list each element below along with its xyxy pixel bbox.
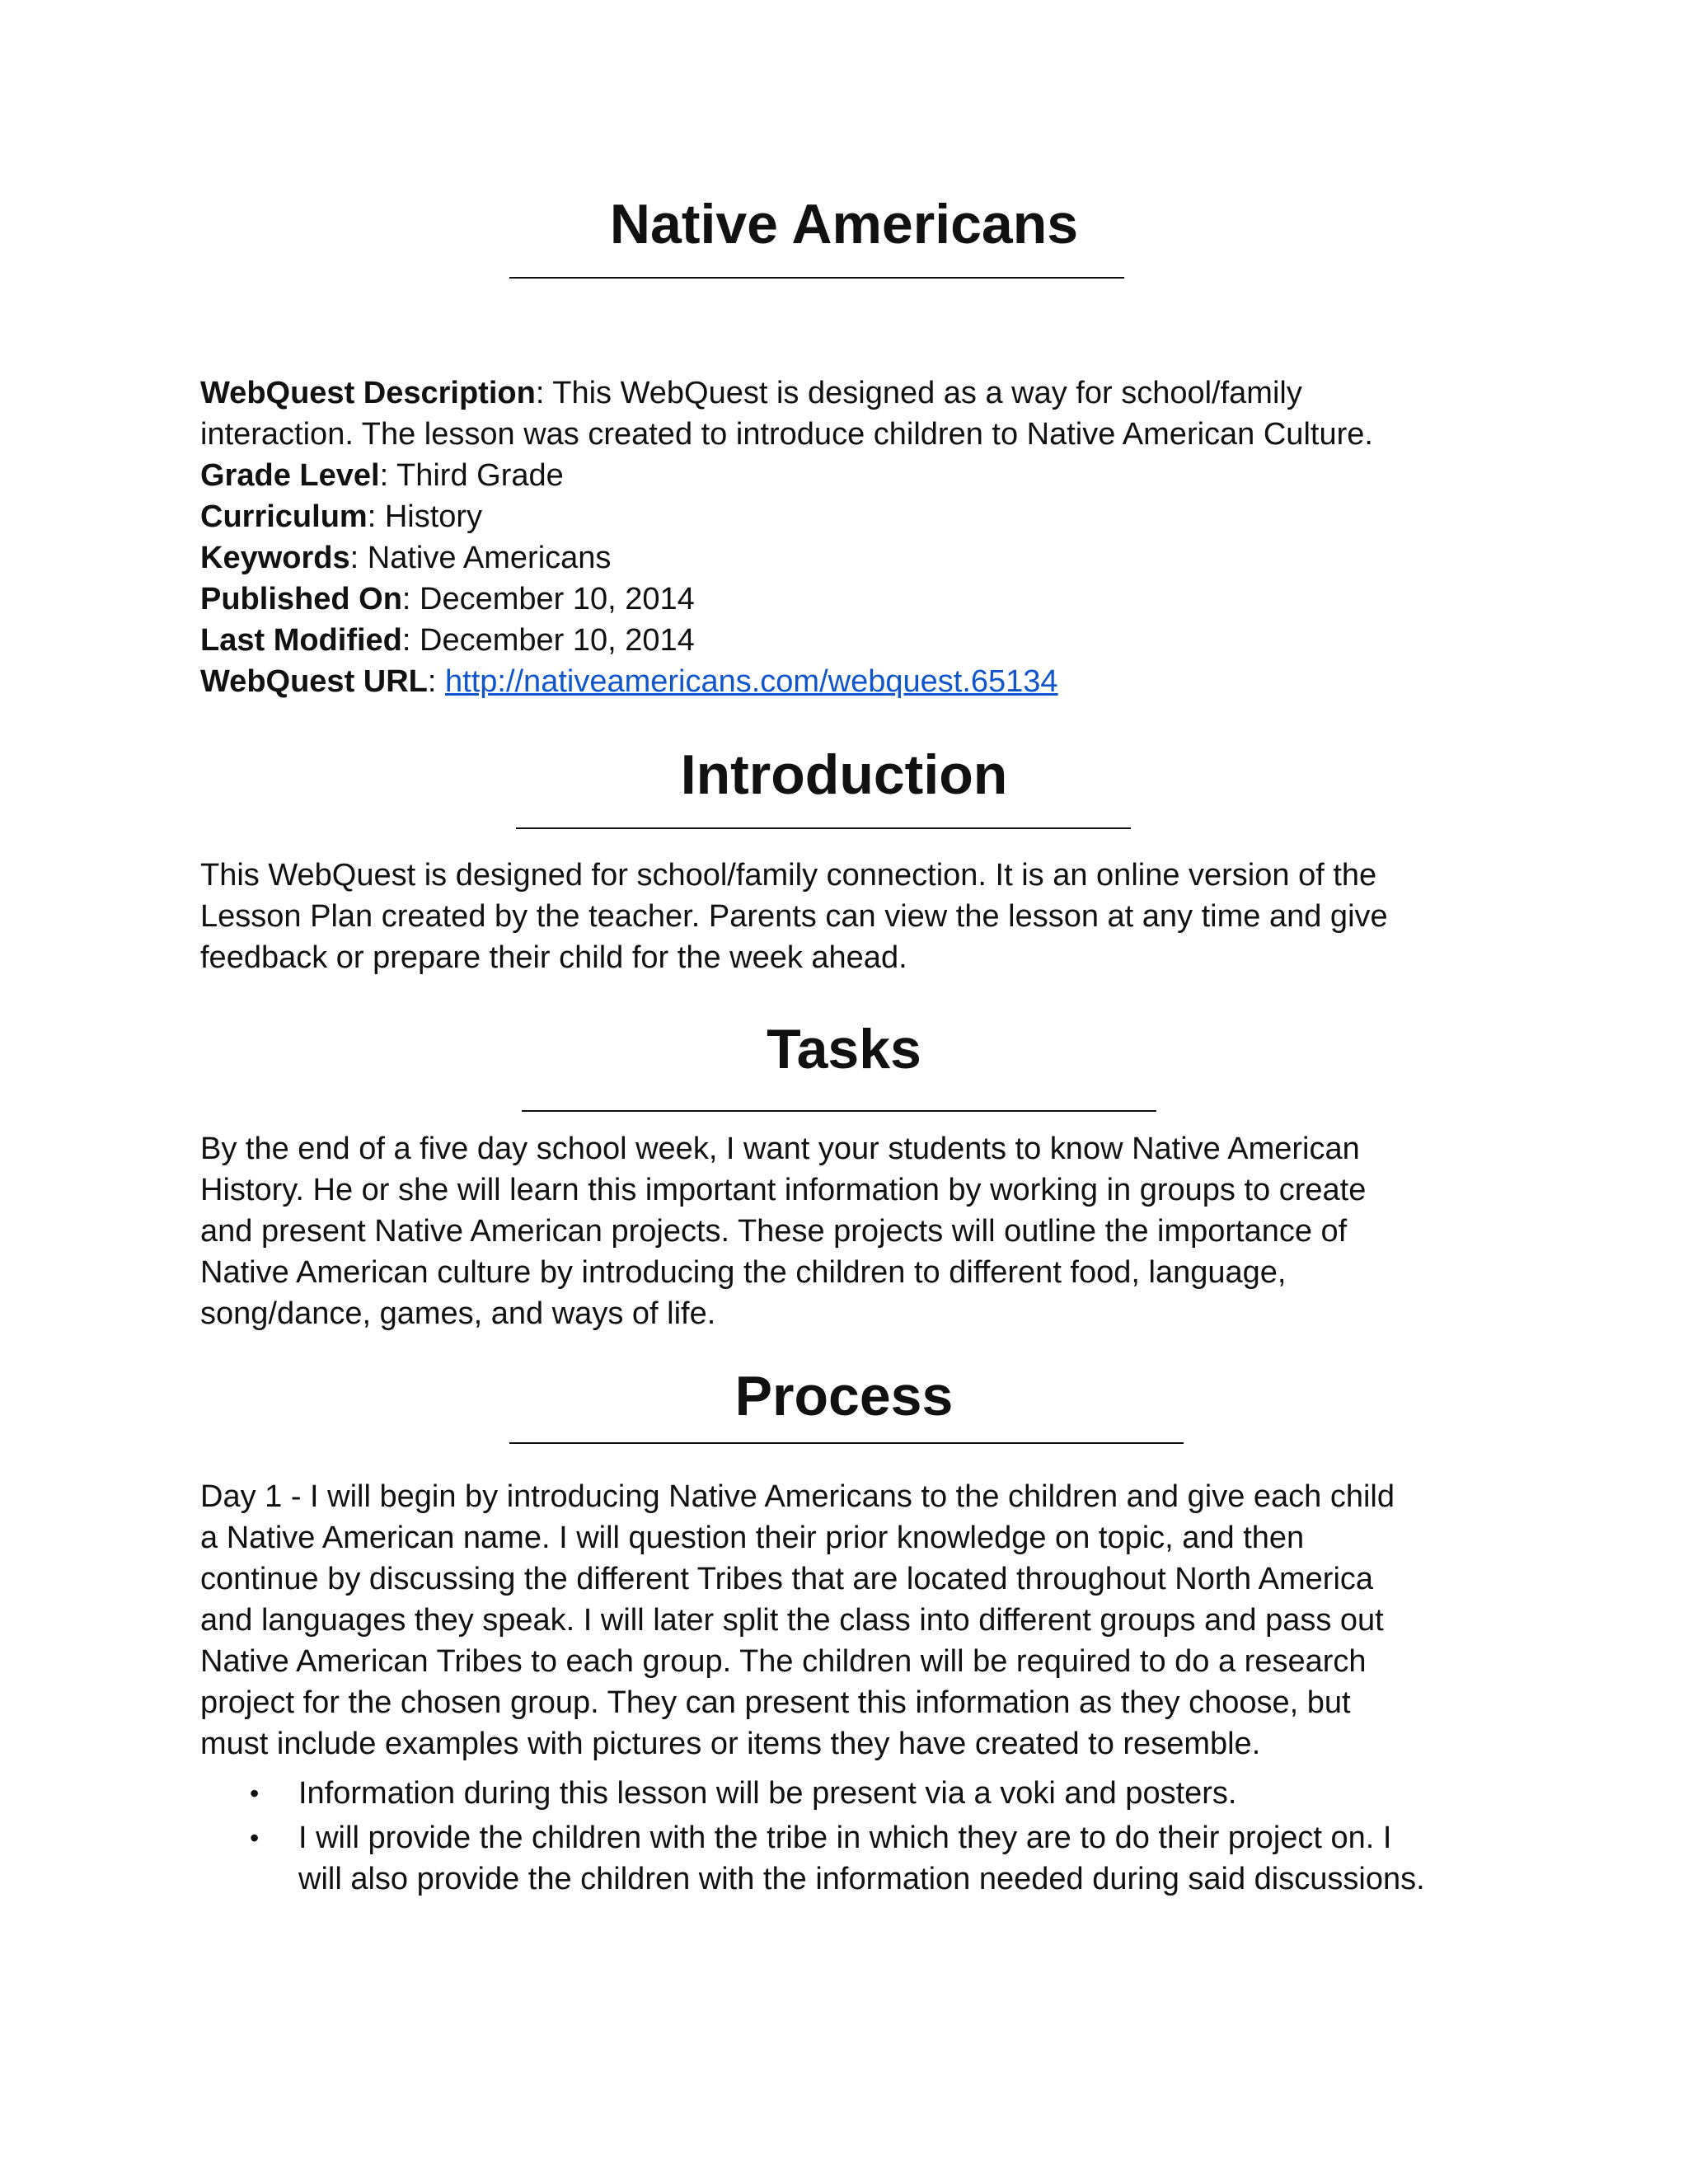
grade-level-value: Third Grade [396, 458, 564, 493]
process-paragraph [200, 1476, 1536, 1765]
last-modified-value: December 10, 2014 [420, 623, 695, 658]
introduction-line: Lesson Plan created by the teacher. Parents can view the lesson at any time and give [200, 899, 1388, 934]
process-line: and languages they speak. I will later split the class into different groups and pass out [200, 1603, 1384, 1638]
introduction-line: feedback or prepare their child for the week ahead. [200, 940, 907, 975]
description-label: WebQuest Description [200, 376, 536, 410]
curriculum-row: Curriculum: History [200, 499, 483, 534]
tasks-line: and present Native American projects. These projects will outline the importance of [200, 1214, 1348, 1249]
introduction-underline [516, 827, 1131, 829]
grade-level-label: Grade Level [200, 458, 380, 493]
curriculum-label: Curriculum [200, 499, 368, 534]
published-row: Published On: December 10, 2014 [200, 582, 695, 616]
tasks-paragraph [200, 1128, 1536, 1334]
last-modified-row: Last Modified: December 10, 2014 [200, 623, 695, 658]
bullet-line: Information during this lesson will be present via a voki and posters. [298, 1776, 1237, 1811]
tasks-line: History. He or she will learn this important information by working in groups to create [200, 1173, 1367, 1207]
introduction-paragraph [200, 855, 1536, 978]
bullet-icon: • [250, 1779, 260, 1808]
webquest-url-label: WebQuest URL [200, 664, 428, 699]
webquest-url-row: WebQuest URL: http://nativeamericans.com/webquest.65134 [200, 664, 1058, 699]
tasks-line: By the end of a five day school week, I want your students to know Native American [200, 1132, 1360, 1166]
description-text-continued: interaction. The lesson was created to introduce children to Native American Culture. [200, 417, 1373, 452]
tasks-heading: Tasks [767, 1018, 921, 1080]
description-text: This WebQuest is designed as a way for school/family [552, 376, 1302, 410]
description-row-continued [200, 414, 1536, 455]
process-heading: Process [734, 1365, 954, 1427]
list-item [200, 1817, 1536, 1900]
process-bullet-list [200, 1773, 1536, 1903]
tasks-underline [522, 1110, 1156, 1112]
published-value: December 10, 2014 [420, 582, 695, 616]
tasks-line: song/dance, games, and ways of life. [200, 1296, 716, 1331]
process-line: continue by discussing the different Tribes that are located throughout North America [200, 1562, 1374, 1596]
list-item [200, 1773, 1536, 1814]
grade-level-row: Grade Level: Third Grade [200, 458, 564, 493]
webquest-metadata [200, 373, 1536, 702]
published-label: Published On [200, 582, 402, 616]
process-line: Native American Tribes to each group. The children will be required to do a research [200, 1644, 1367, 1679]
last-modified-label: Last Modified [200, 623, 402, 658]
bullet-icon: • [250, 1823, 260, 1853]
process-line: a Native American name. I will question their prior knowledge on topic, and then [200, 1521, 1305, 1555]
process-line: Day 1 - I will begin by introducing Native Americans to the children and give each child [200, 1479, 1395, 1514]
page-title: Native Americans [609, 193, 1079, 255]
bullet-line: will also provide the children with the information needed during said discussions. [298, 1862, 1425, 1896]
introduction-line: This WebQuest is designed for school/family connection. It is an online version of the [200, 858, 1377, 893]
bullet-line: I will provide the children with the tribe in which they are to do their project on. I [298, 1821, 1392, 1855]
keywords-row: Keywords: Native Americans [200, 541, 612, 575]
description-row: WebQuest Description: This WebQuest is designed as a way for school/family [200, 376, 1302, 410]
webquest-url-link[interactable]: http://nativeamericans.com/webquest.65134 [445, 664, 1058, 699]
process-line: project for the chosen group. They can present this information as they choose, but [200, 1685, 1351, 1720]
title-underline [509, 277, 1124, 279]
keywords-label: Keywords [200, 541, 350, 575]
keywords-value: Native Americans [367, 541, 612, 575]
process-line: must include examples with pictures or items they have created to resemble. [200, 1727, 1261, 1761]
tasks-line: Native American culture by introducing the children to different food, language, [200, 1255, 1287, 1290]
curriculum-value: History [384, 499, 483, 534]
introduction-heading: Introduction [680, 743, 1008, 806]
process-underline [509, 1442, 1184, 1444]
